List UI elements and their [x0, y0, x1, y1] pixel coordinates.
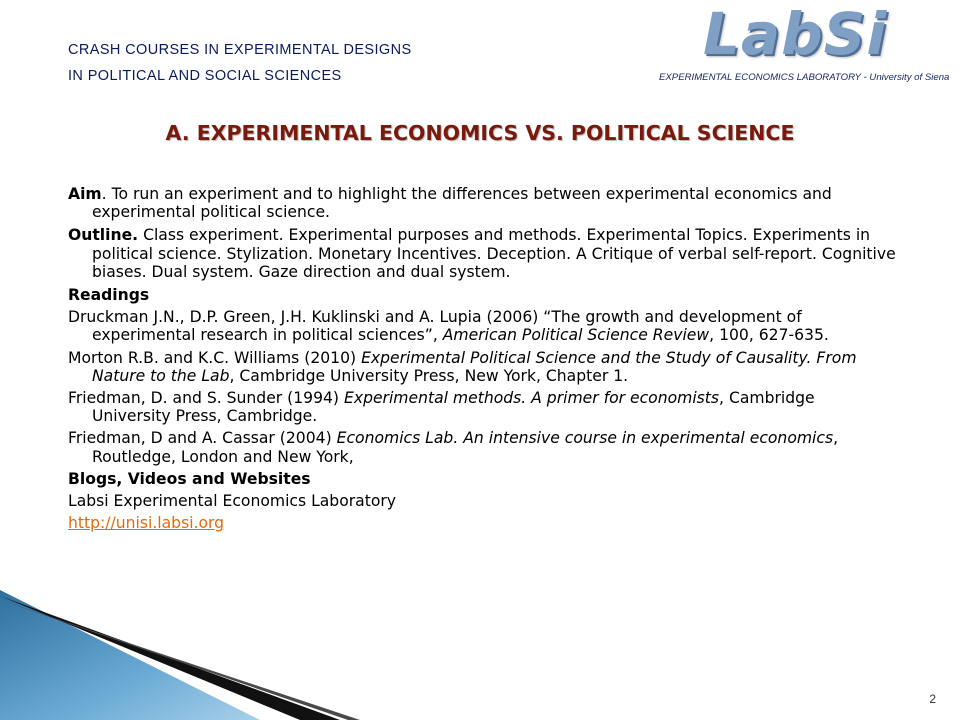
labsi-site-name: Labsi Experimental Economics Laboratory	[68, 492, 397, 511]
reading-item: Friedman, D and A. Cassar (2004) Economics Lab. An intensive course in experimental economics, Routledge, London and New York,	[68, 429, 839, 466]
readings-heading: Readings	[68, 286, 150, 305]
logo-wordmark: LabSi	[703, 0, 888, 68]
outline-label: Outline.	[68, 226, 139, 245]
reading-item: Morton R.B. and K.C. Williams (2010) Experimental Political Science and the Study of Causality. From Nature to the Lab, Cambridge University Press, New York, Chapter 1.	[68, 348, 857, 385]
logo-subtitle: EXPERIMENTAL ECONOMICS LABORATORY - University of Siena	[659, 72, 950, 83]
labsi-url-line	[68, 514, 898, 532]
header-course-title-line2: IN POLITICAL AND SOCIAL SCIENCES	[68, 68, 342, 84]
slide-title: A. EXPERIMENTAL ECONOMICS VS. POLITICAL SCIENCE	[165, 121, 795, 145]
outline-text: Class experiment. Experimental purposes and methods. Experimental Topics. Experiments in political science. Stylization. Monetary Incentives. Deception. A Critique of verbal self-report. Cognitive biases. Dual system. Gaze direction and dual system.	[92, 226, 896, 281]
aim-paragraph	[68, 185, 898, 221]
reading-item: Friedman, D. and S. Sunder (1994) Experimental methods. A primer for economists, Cambridge University Press, Cambridge.	[68, 389, 815, 426]
page-number: 2	[929, 692, 936, 706]
aim-text: . To run an experiment and to highlight the differences between experimental economics and experimental political science.	[92, 185, 832, 222]
labsi-url-link[interactable]: http://unisi.labsi.org	[68, 514, 225, 533]
blogs-heading: Blogs, Videos and Websites	[68, 469, 311, 488]
header-course-title-line1: CRASH COURSES IN EXPERIMENTAL DESIGNS	[68, 42, 412, 58]
aim-label: Aim	[68, 185, 102, 203]
outline-paragraph	[68, 226, 898, 281]
reading-item: Druckman J.N., D.P. Green, J.H. Kuklinski and A. Lupia (2006) “The growth and development of experimental research in political sciences”, American Political Science Review, 100, 627-635.	[68, 308, 829, 345]
slide-body	[68, 185, 898, 536]
labsi-logo	[655, 0, 950, 94]
corner-decoration	[0, 590, 420, 720]
